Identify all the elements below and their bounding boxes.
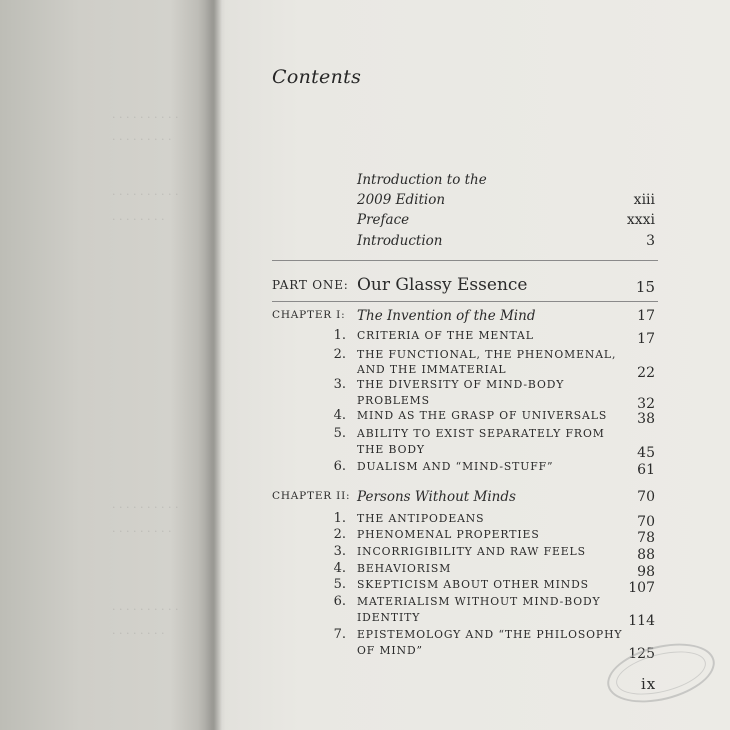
section-page: 22 — [637, 365, 655, 381]
chapter-label: CHAPTER II: — [272, 490, 351, 502]
section-number: 4. — [333, 408, 346, 423]
toc-entry-front — [0, 233, 730, 253]
entry-title: Preface — [357, 212, 410, 228]
chapter-page: 70 — [637, 489, 655, 505]
section-page: 32 — [637, 396, 655, 412]
section-number: 4. — [333, 561, 346, 576]
section-number: 3. — [333, 377, 346, 392]
section-title: PROBLEMS — [357, 394, 430, 407]
section-title: THE FUNCTIONAL, THE PHENOMENAL, — [357, 348, 617, 361]
left-page: . . . . . . . . . . . . . . . . . . . . . . . . . . . . . . . . . . . . . . . . . . . . . . . . . . . . . . . . . . . . . . . . . . . . . . . . . . — [112, 108, 179, 637]
entry-page: xiii — [633, 192, 655, 208]
toc-entry-front — [0, 192, 730, 212]
section-title: INCORRIGIBILITY AND RAW FEELS — [357, 545, 586, 558]
toc-chapter-2 — [0, 489, 730, 509]
section-page: 45 — [637, 445, 655, 461]
entry-page: xxxi — [626, 212, 655, 228]
section-page: 98 — [637, 564, 655, 580]
section-number: 5. — [333, 577, 346, 592]
section-page: 125 — [628, 646, 655, 662]
part-page: 15 — [635, 278, 655, 296]
section-page: 38 — [637, 411, 655, 427]
toc-part-one — [0, 275, 730, 298]
contents-title: Contents — [272, 66, 362, 88]
section-title: DUALISM AND “MIND-STUFF” — [357, 460, 554, 473]
entry-title: 2009 Edition — [357, 192, 446, 208]
section-title: BEHAVIORISM — [357, 562, 452, 575]
section-title: ABILITY TO EXIST SEPARATELY FROM — [357, 427, 605, 440]
section-title: CRITERIA OF THE MENTAL — [357, 329, 534, 342]
section-title: MATERIALISM WITHOUT MIND-BODY — [357, 595, 601, 608]
page-folio: ix — [641, 675, 657, 693]
toc-section — [0, 408, 730, 428]
section-title: IDENTITY — [357, 611, 421, 624]
section-title: THE DIVERSITY OF MIND-BODY — [357, 378, 565, 391]
toc-section — [0, 643, 730, 663]
section-number: 2. — [333, 527, 346, 542]
section-rule — [272, 301, 658, 302]
section-title: EPISTEMOLOGY AND “THE PHILOSOPHY — [357, 628, 623, 641]
section-number: 6. — [333, 459, 346, 474]
section-title: MIND AS THE GRASP OF UNIVERSALS — [357, 409, 608, 422]
section-title: SKEPTICISM ABOUT OTHER MINDS — [357, 578, 589, 591]
section-page: 70 — [637, 514, 655, 530]
entry-page: 3 — [646, 233, 655, 249]
chapter-title: Persons Without Minds — [357, 489, 516, 505]
section-page: 88 — [637, 547, 655, 563]
section-number: 1. — [333, 328, 346, 343]
entry-title: Introduction to the — [357, 172, 487, 188]
chapter-page: 17 — [637, 308, 655, 324]
toc-section — [0, 459, 730, 479]
section-title: AND THE IMMATERIAL — [357, 363, 507, 376]
section-page: 61 — [637, 462, 655, 478]
chapter-title: The Invention of the Mind — [357, 308, 536, 324]
section-number: 3. — [333, 544, 346, 559]
section-page: 107 — [628, 580, 655, 596]
entry-title: Introduction — [357, 233, 443, 249]
toc-section — [0, 328, 730, 348]
section-title: THE ANTIPODEANS — [357, 512, 485, 525]
section-page: 17 — [637, 331, 655, 347]
section-page: 114 — [628, 613, 655, 629]
toc-chapter-1 — [0, 308, 730, 328]
section-number: 5. — [333, 426, 346, 441]
chapter-label: CHAPTER I: — [272, 309, 346, 321]
section-rule — [272, 260, 658, 261]
toc-entry-front — [0, 172, 730, 192]
part-title: Our Glassy Essence — [357, 275, 528, 295]
section-number: 1. — [333, 511, 346, 526]
section-title: OF MIND” — [357, 644, 423, 657]
section-number: 6. — [333, 594, 346, 609]
toc-entry-front — [0, 212, 730, 232]
section-number: 7. — [333, 627, 346, 642]
section-number: 2. — [333, 347, 346, 362]
part-label: PART ONE: — [272, 278, 349, 292]
section-title: PHENOMENAL PROPERTIES — [357, 528, 540, 541]
section-page: 78 — [637, 530, 655, 546]
section-title: THE BODY — [357, 443, 425, 456]
